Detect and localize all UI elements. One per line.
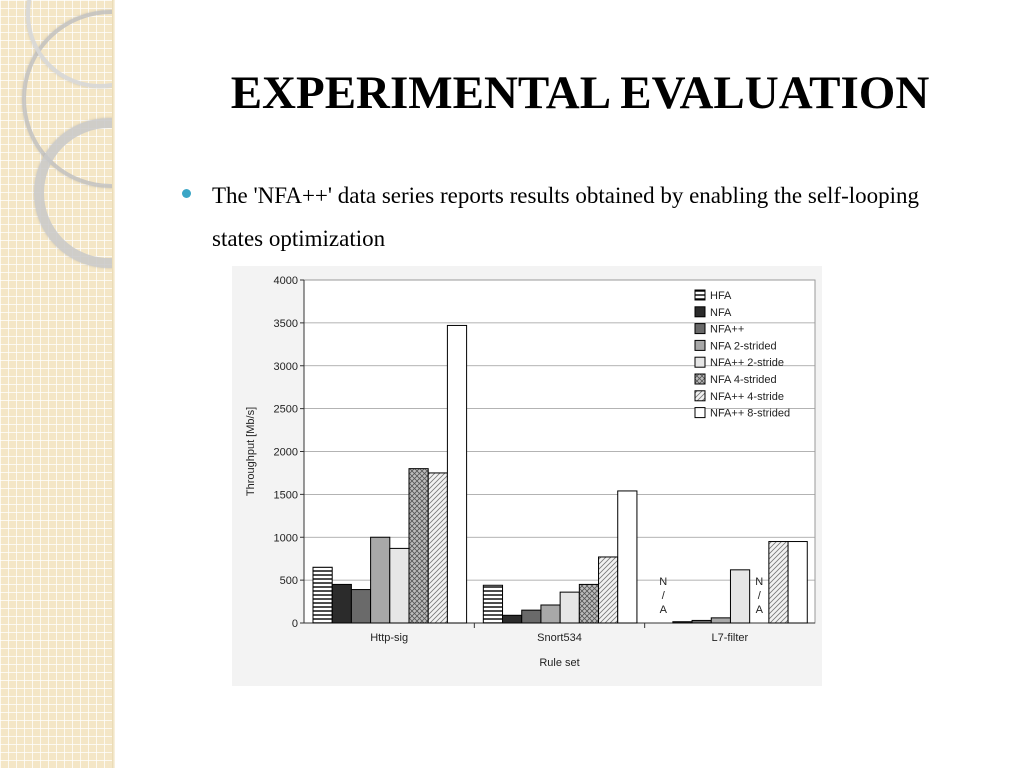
y-tick-label: 2000 <box>273 446 298 459</box>
bar <box>769 542 788 623</box>
bar <box>332 584 351 623</box>
bullet-text: The 'NFA++' data series reports results obtained by enabling the self-looping states optimization <box>212 183 920 251</box>
legend-label: NFA++ <box>710 323 745 336</box>
na-annotation: / <box>661 590 665 602</box>
legend-label: NFA 4-strided <box>710 374 777 386</box>
bar <box>447 325 466 623</box>
legend-label: NFA 2-strided <box>710 340 777 353</box>
na-annotation: N <box>755 576 764 588</box>
bar-chart <box>232 266 822 686</box>
bar <box>579 584 598 623</box>
legend-label: NFA <box>710 306 732 319</box>
bar <box>541 605 560 623</box>
legend-label: HFA <box>710 290 732 302</box>
legend-swatch <box>695 307 705 317</box>
legend-swatch <box>695 324 705 334</box>
x-category-label: Http-sig <box>370 632 409 644</box>
y-tick-label: 3000 <box>273 360 298 373</box>
bar <box>483 585 502 623</box>
na-annotation: A <box>755 604 763 616</box>
bar <box>618 491 637 623</box>
y-tick-label: 0 <box>291 618 298 630</box>
chart-container <box>232 266 822 686</box>
bar <box>522 610 541 623</box>
bar <box>788 542 807 623</box>
y-tick-label: 500 <box>279 575 298 588</box>
bar <box>371 537 390 623</box>
bar <box>390 548 409 623</box>
slide-title: EXPERIMENTAL EVALUATION <box>230 67 930 119</box>
x-category-label: L7-filter <box>711 632 749 644</box>
bar <box>673 622 692 623</box>
y-tick-label: 2500 <box>273 403 298 416</box>
bar <box>503 615 522 623</box>
legend-label: NFA++ 2-stride <box>710 357 784 370</box>
y-tick-label: 1500 <box>273 489 298 502</box>
bar <box>711 618 730 623</box>
na-annotation: / <box>757 590 761 602</box>
x-category-label: Snort534 <box>537 632 582 644</box>
legend-swatch <box>695 290 705 300</box>
bar <box>692 620 711 623</box>
bullet-dot-icon <box>182 189 191 198</box>
y-tick-label: 4000 <box>273 275 298 287</box>
legend-swatch <box>695 391 705 401</box>
y-axis-title: Throughput [Mb/s] <box>245 406 257 497</box>
bar <box>428 473 447 623</box>
legend-swatch <box>695 408 705 418</box>
bar <box>351 590 370 623</box>
legend-swatch <box>695 374 705 384</box>
bar <box>313 567 332 623</box>
bar <box>560 592 579 623</box>
legend-label: NFA++ 4-stride <box>710 390 784 403</box>
legend-swatch <box>695 340 705 350</box>
bar <box>599 557 618 623</box>
y-tick-label: 3500 <box>273 317 298 330</box>
bar <box>409 469 428 623</box>
decorative-side-panel <box>0 0 112 768</box>
bar <box>730 570 749 623</box>
y-tick-label: 1000 <box>273 532 298 545</box>
legend-swatch <box>695 357 705 367</box>
legend-label: NFA++ 8-strided <box>710 407 791 420</box>
x-axis-title: Rule set <box>539 657 580 669</box>
side-panel-edge <box>112 0 115 768</box>
na-annotation: A <box>659 604 667 616</box>
na-annotation: N <box>659 576 668 588</box>
